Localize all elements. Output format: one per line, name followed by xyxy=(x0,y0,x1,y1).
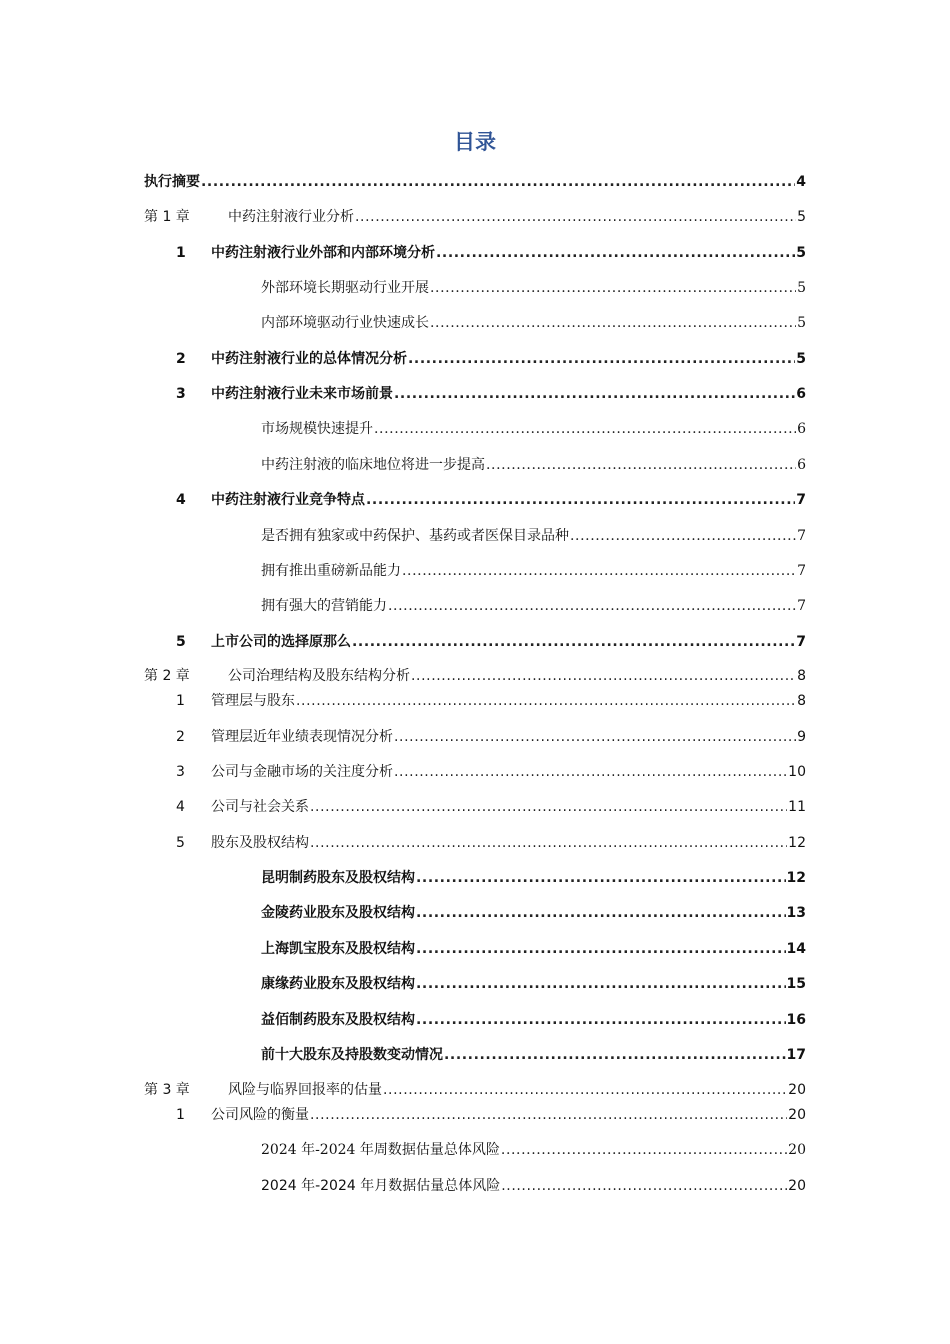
toc-page-number: 20 xyxy=(788,1142,806,1158)
section-number: 5 xyxy=(176,835,185,851)
dot-leader xyxy=(501,1140,787,1160)
toc-entry-text: 康缘药业股东及股权结构 xyxy=(261,976,415,992)
toc-entry-text: 管理层近年业绩表现情况分析 xyxy=(211,729,393,745)
toc-entry-subsection[interactable] xyxy=(0,1140,950,1160)
toc-page-number: 10 xyxy=(788,764,806,780)
toc-entry-subsection[interactable] xyxy=(0,1176,950,1196)
toc-entry-section[interactable] xyxy=(0,762,950,782)
toc-page-number: 12 xyxy=(786,870,806,886)
dot-leader xyxy=(374,419,796,439)
toc-entry-section[interactable] xyxy=(0,1105,950,1125)
toc-page-number: 5 xyxy=(796,351,806,367)
toc-entry-section[interactable] xyxy=(0,384,950,404)
dot-leader xyxy=(416,939,786,959)
section-number: 4 xyxy=(176,492,186,508)
dot-leader xyxy=(366,490,795,510)
toc-entry-subsection[interactable] xyxy=(0,868,950,888)
toc-page-number: 4 xyxy=(796,174,806,190)
toc-entry-subsection[interactable] xyxy=(0,596,950,616)
dot-leader xyxy=(416,903,786,923)
toc-page-number: 14 xyxy=(786,941,806,957)
toc-entry-subsection[interactable] xyxy=(0,974,950,994)
toc-entry-section[interactable] xyxy=(0,691,950,711)
toc-entry-text: 中药注射液行业未来市场前景 xyxy=(211,386,393,402)
toc-entry-text: 管理层与股东 xyxy=(211,693,295,709)
dot-leader xyxy=(296,691,796,711)
toc-entry-text: 公司与金融市场的关注度分析 xyxy=(211,764,393,780)
toc-entry-text: 上市公司的选择原那么 xyxy=(211,634,351,650)
toc-entry-text: 中药注射液行业的总体情况分析 xyxy=(211,351,407,367)
dot-leader xyxy=(408,349,795,369)
toc-entry-text: 2024 年-2024 年周数据估量总体风险 xyxy=(261,1142,500,1158)
toc-entry-text: 上海凯宝股东及股权结构 xyxy=(261,941,415,957)
toc-entry-subsection[interactable] xyxy=(0,939,950,959)
dot-leader xyxy=(430,313,796,333)
toc-entry-subsection[interactable] xyxy=(0,419,950,439)
toc-page-number: 6 xyxy=(796,386,806,402)
dot-leader xyxy=(444,1045,786,1065)
dot-leader xyxy=(394,762,787,782)
dot-leader xyxy=(383,1080,787,1100)
toc-entry-section[interactable] xyxy=(0,490,950,510)
chapter-number: 第 2 章 xyxy=(144,668,190,684)
toc-entry-subsection[interactable] xyxy=(0,313,950,333)
dot-leader xyxy=(416,868,786,888)
toc-page-number: 9 xyxy=(797,729,806,745)
toc-entry-text: 市场规模快速提升 xyxy=(261,421,373,437)
toc-page-number: 5 xyxy=(797,209,806,225)
toc-entry-subsection[interactable] xyxy=(0,561,950,581)
section-number: 2 xyxy=(176,351,186,367)
toc-entry-text: 执行摘要 xyxy=(144,174,200,190)
dot-leader xyxy=(436,243,795,263)
toc-entry-text: 昆明制药股东及股权结构 xyxy=(261,870,415,886)
chapter-number: 第 3 章 xyxy=(144,1082,190,1098)
chapter-number: 第 1 章 xyxy=(144,209,190,225)
section-number: 4 xyxy=(176,799,185,815)
dot-leader xyxy=(570,526,796,546)
toc-entry-text: 内部环境驱动行业快速成长 xyxy=(261,315,429,331)
section-number: 5 xyxy=(176,634,186,650)
toc-entry-text: 拥有推出重磅新品能力 xyxy=(261,563,401,579)
toc-page-number: 7 xyxy=(796,492,806,508)
dot-leader xyxy=(416,1010,786,1030)
toc-entry-text: 2024 年-2024 年月数据估量总体风险 xyxy=(261,1178,501,1194)
page-title: 目录 xyxy=(454,130,496,154)
toc-page-number: 11 xyxy=(788,799,806,815)
toc-page-number: 13 xyxy=(786,905,806,921)
toc-page-number: 20 xyxy=(788,1178,806,1194)
toc-entry-text: 中药注射液行业外部和内部环境分析 xyxy=(211,245,435,261)
toc-entry-text: 公司风险的衡量 xyxy=(211,1107,309,1123)
toc-entry-text: 拥有强大的营销能力 xyxy=(261,598,387,614)
toc-page-number: 8 xyxy=(797,668,806,684)
toc-page-number: 6 xyxy=(797,421,806,437)
dot-leader xyxy=(394,384,795,404)
dot-leader xyxy=(416,974,786,994)
dot-leader xyxy=(310,1105,787,1125)
toc-entry-section[interactable] xyxy=(0,632,950,652)
dot-leader xyxy=(355,207,796,227)
toc-page-number: 16 xyxy=(786,1012,806,1028)
toc-entry-text: 外部环境长期驱动行业开展 xyxy=(261,280,429,296)
section-number: 1 xyxy=(176,1107,185,1123)
dot-leader xyxy=(430,278,796,298)
toc-entry-text: 中药注射液行业竞争特点 xyxy=(211,492,365,508)
toc-entry-text: 股东及股权结构 xyxy=(211,835,309,851)
toc-page-number: 20 xyxy=(788,1082,806,1098)
toc-entry-section[interactable] xyxy=(0,833,950,853)
toc-entry-text: 前十大股东及持股数变动情况 xyxy=(261,1047,443,1063)
toc-entry-section[interactable] xyxy=(0,727,950,747)
section-number: 2 xyxy=(176,729,185,745)
toc-page-number: 7 xyxy=(797,598,806,614)
toc-page-number: 20 xyxy=(788,1107,806,1123)
toc-entry-text: 金陵药业股东及股权结构 xyxy=(261,905,415,921)
toc-page-number: 5 xyxy=(797,315,806,331)
dot-leader xyxy=(486,455,796,475)
dot-leader xyxy=(201,172,795,192)
dot-leader xyxy=(310,797,787,817)
dot-leader xyxy=(352,632,795,652)
toc-entry-executive-summary[interactable] xyxy=(0,172,950,192)
toc-entry-section[interactable] xyxy=(0,243,950,263)
toc-page-number: 7 xyxy=(796,634,806,650)
section-number: 1 xyxy=(176,693,185,709)
toc-entry-subsection[interactable] xyxy=(0,903,950,923)
section-number: 1 xyxy=(176,245,186,261)
toc-entry-text: 公司治理结构及股东结构分析 xyxy=(228,668,410,684)
dot-leader xyxy=(388,596,796,616)
toc-entry-section[interactable] xyxy=(0,349,950,369)
toc-page-number: 5 xyxy=(796,245,806,261)
toc-page-number: 7 xyxy=(797,528,806,544)
dot-leader xyxy=(501,1176,787,1196)
section-number: 3 xyxy=(176,386,186,402)
toc-page-number: 5 xyxy=(797,280,806,296)
toc-entry-text: 是否拥有独家或中药保护、基药或者医保目录品种 xyxy=(261,528,569,544)
toc-entry-text: 中药注射液的临床地位将进一步提高 xyxy=(261,457,485,473)
toc-page-number: 15 xyxy=(786,976,806,992)
section-number: 3 xyxy=(176,764,185,780)
toc-entry-chapter-1[interactable] xyxy=(0,207,950,227)
dot-leader xyxy=(402,561,796,581)
dot-leader xyxy=(310,833,787,853)
toc-entry-subsection[interactable] xyxy=(0,1010,950,1030)
dot-leader xyxy=(411,666,796,686)
toc-page-number: 17 xyxy=(786,1047,806,1063)
toc-entry-subsection[interactable] xyxy=(0,455,950,475)
toc-entry-subsection[interactable] xyxy=(0,1045,950,1065)
toc-entry-subsection[interactable] xyxy=(0,526,950,546)
toc-page-number: 7 xyxy=(797,563,806,579)
toc-entry-section[interactable] xyxy=(0,797,950,817)
toc-entry-subsection[interactable] xyxy=(0,278,950,298)
toc-entry-chapter-3[interactable] xyxy=(0,1080,950,1100)
dot-leader xyxy=(394,727,796,747)
toc-entry-text: 益佰制药股东及股权结构 xyxy=(261,1012,415,1028)
toc-page-number: 8 xyxy=(797,693,806,709)
toc-entry-text: 公司与社会关系 xyxy=(211,799,309,815)
toc-entry-text: 风险与临界回报率的估量 xyxy=(228,1082,382,1098)
toc-page-number: 6 xyxy=(797,457,806,473)
toc-entry-chapter-2[interactable] xyxy=(0,666,950,686)
toc-entry-text: 中药注射液行业分析 xyxy=(228,209,354,225)
toc-page-number: 12 xyxy=(788,835,806,851)
